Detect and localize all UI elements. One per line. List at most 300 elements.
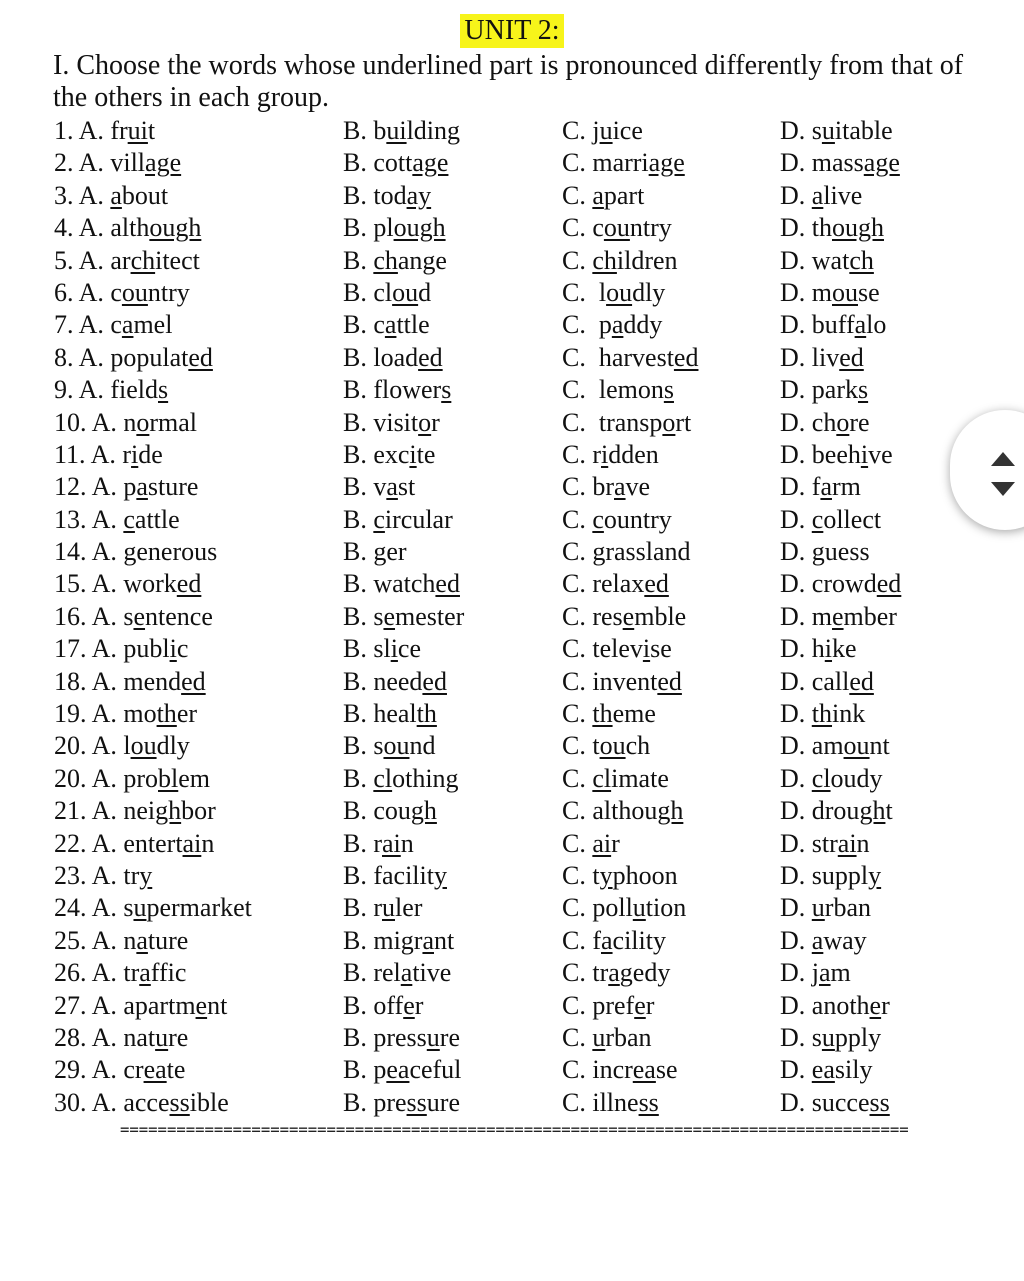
underlined-part: ch [130, 245, 156, 275]
option-text: B. s [343, 601, 384, 631]
option-d [780, 536, 870, 568]
underlined-part: ed [839, 342, 864, 372]
option-text: D. m [780, 277, 832, 307]
option-text: rm [831, 472, 861, 502]
underlined-part: ough [832, 213, 884, 243]
option-c [562, 860, 678, 892]
option-a [54, 568, 201, 600]
underlined-part: ea [632, 1055, 656, 1085]
question-number: 6. [54, 277, 79, 307]
option-text: ountry [603, 504, 672, 534]
option-text: D. drou [780, 796, 860, 826]
option-text: C. res [562, 601, 623, 631]
option-b [343, 1087, 460, 1119]
option-b [343, 795, 437, 827]
option-d [780, 957, 851, 989]
option-text: B. pl [343, 213, 394, 243]
question-number: 30. [54, 1087, 92, 1117]
option-a [54, 828, 214, 860]
option-d [780, 504, 881, 536]
option-text: te [416, 439, 436, 469]
option-text: A. nat [91, 1022, 156, 1052]
option-text: dden [608, 439, 659, 469]
unit-heading [0, 14, 1024, 48]
option-a [54, 763, 210, 795]
option-b [343, 309, 430, 341]
question-row [0, 504, 1024, 536]
option-text: C. t [562, 860, 600, 890]
underlined-part: ea [143, 1055, 167, 1085]
option-text: rban [824, 893, 871, 923]
option-text: A. mend [91, 666, 182, 696]
down-arrow-icon[interactable] [991, 482, 1015, 496]
option-text: bout [121, 180, 169, 210]
option-text: D. wat [780, 245, 850, 275]
question-number: 26. [54, 958, 92, 988]
option-text: n [201, 828, 215, 858]
option-d [780, 245, 874, 277]
option-a [54, 957, 186, 989]
underlined-part: ed [435, 569, 460, 599]
question-number: 29. [54, 1055, 92, 1085]
underlined-part: a [422, 925, 434, 955]
question-number: 25. [54, 925, 92, 955]
option-text: sily [834, 1055, 873, 1085]
underlined-part: y [868, 860, 882, 890]
question-number: 23. [54, 860, 92, 890]
underlined-part: ay [406, 180, 432, 210]
option-text: B. need [343, 666, 423, 696]
option-text: A. mo [91, 699, 157, 729]
underlined-part: ed [188, 342, 213, 372]
option-text: B. press [343, 1022, 427, 1052]
option-a [54, 147, 181, 179]
option-text: d [418, 277, 432, 307]
underlined-part: ed [876, 569, 902, 599]
option-text: nt [869, 731, 890, 761]
option-a [54, 990, 227, 1022]
option-text: C. br [562, 472, 614, 502]
option-text: A. apartm [91, 990, 196, 1020]
option-c [562, 1087, 659, 1119]
option-text: itable [834, 116, 893, 145]
option-a [54, 925, 188, 957]
option-d [780, 180, 862, 212]
option-text: B. off [343, 990, 404, 1020]
question-row [0, 439, 1024, 471]
question-row [0, 309, 1024, 341]
option-text: ice [612, 116, 643, 145]
option-d [780, 212, 884, 244]
option-b [343, 212, 446, 244]
option-text: pply [834, 1022, 882, 1052]
option-text: ntry [147, 277, 190, 307]
question-number: 11. [54, 439, 91, 469]
underlined-part: a [820, 472, 832, 502]
option-text: ke [832, 634, 857, 664]
option-b [343, 698, 437, 730]
option-b [343, 536, 407, 568]
question-row [0, 471, 1024, 503]
underlined-part: ed [673, 342, 699, 372]
underlined-part: u [632, 893, 646, 923]
underlined-part: age [863, 148, 900, 178]
option-a [54, 892, 252, 924]
underlined-part: e [622, 601, 635, 631]
option-c [562, 763, 669, 795]
option-c [562, 342, 698, 374]
option-text: D. crowd [780, 569, 877, 599]
option-text: em [178, 763, 211, 793]
underlined-part: ss [169, 1087, 190, 1117]
underlined-part: ss [406, 1087, 427, 1117]
underlined-part: e [133, 601, 146, 631]
underlined-part: u [592, 1022, 606, 1052]
question-number: 28. [54, 1022, 92, 1052]
option-text: D. [780, 180, 812, 210]
option-text: A. ar [78, 245, 131, 275]
underlined-part: a [601, 925, 613, 955]
option-d [780, 309, 886, 341]
option-text: A. p [91, 472, 137, 502]
option-text: ange [397, 245, 447, 275]
underlined-part: g [811, 537, 825, 567]
option-text: D. suppl [780, 860, 869, 890]
option-text: C. l [562, 277, 607, 307]
option-a [54, 536, 217, 568]
underlined-part: ough [149, 213, 202, 243]
option-d [780, 277, 880, 309]
option-text: nt [434, 925, 455, 955]
option-b [343, 180, 431, 212]
option-text: dly [156, 731, 190, 761]
underlined-part: a [811, 180, 824, 210]
underlined-part: ed [849, 666, 874, 696]
underlined-part: a [139, 958, 151, 988]
option-b [343, 925, 454, 957]
underlined-part: gh [657, 796, 684, 826]
option-a [54, 277, 190, 309]
option-c [562, 536, 691, 568]
underlined-part: o [418, 407, 432, 437]
underlined-part: ou [832, 277, 858, 307]
option-text: rassland [605, 537, 691, 567]
question-row [0, 374, 1024, 406]
option-a [54, 407, 197, 439]
option-text: B. r [343, 893, 382, 923]
option-a [54, 245, 200, 277]
option-text: re [849, 407, 870, 437]
option-d [780, 730, 890, 762]
underlined-part: a [400, 958, 413, 988]
option-text: B. [343, 537, 374, 567]
option-b [343, 763, 459, 795]
underlined-part: gh [155, 796, 182, 826]
option-text: D. [780, 504, 812, 534]
option-text: A. r [90, 439, 132, 469]
option-text: D. str [780, 828, 838, 858]
option-text: live [823, 180, 863, 210]
option-b [343, 957, 451, 989]
option-text: A. c [78, 277, 122, 307]
option-b [343, 568, 460, 600]
up-arrow-icon[interactable] [991, 452, 1015, 466]
question-row [0, 568, 1024, 600]
option-b [343, 407, 440, 439]
option-text: eme [612, 699, 656, 729]
underlined-part: g [123, 537, 137, 567]
option-a [54, 115, 155, 147]
underlined-part: y [433, 860, 447, 890]
option-text: ircular [384, 504, 453, 534]
underlined-part: a [592, 180, 604, 210]
option-a [54, 1087, 229, 1119]
question-number: 8. [54, 342, 79, 372]
option-text: B. [343, 763, 374, 793]
underlined-part: ch [592, 245, 617, 275]
option-text: C. lemon [562, 375, 664, 405]
option-text: enerous [136, 537, 218, 567]
underlined-part: a [608, 958, 620, 988]
option-a [54, 471, 198, 503]
option-text: part [603, 180, 645, 210]
option-b [343, 892, 422, 924]
question-number: 19. [54, 699, 92, 729]
option-text: c [176, 634, 189, 664]
underlined-part: a [614, 472, 626, 502]
option-text: D. beeh [780, 439, 861, 469]
option-text: C. [562, 828, 593, 858]
question-row [0, 730, 1024, 762]
option-a [54, 601, 213, 633]
underlined-part: a [611, 310, 624, 340]
option-text: t [147, 116, 156, 145]
question-number: 24. [54, 893, 92, 923]
underlined-part: g [373, 537, 387, 567]
option-b [343, 990, 423, 1022]
option-text: B. s [343, 731, 384, 761]
option-c [562, 407, 691, 439]
option-text: C. [562, 504, 593, 534]
underlined-part: ed [657, 666, 682, 696]
question-number: 20. [54, 763, 92, 793]
question-row [0, 212, 1024, 244]
option-text: A. [91, 504, 124, 534]
option-d [780, 925, 867, 957]
option-text: nt [207, 990, 228, 1020]
option-a [54, 666, 206, 698]
question-number: 12. [54, 472, 92, 502]
option-text: C. t [562, 731, 600, 761]
option-a [54, 1022, 188, 1054]
option-c [562, 892, 686, 924]
option-text: ve [625, 472, 651, 502]
option-b [343, 471, 415, 503]
option-c [562, 1054, 678, 1086]
option-text: C. althou [562, 796, 658, 826]
option-text: A. pro [91, 763, 159, 793]
underlined-part: o [662, 407, 676, 437]
underlined-part: u [821, 116, 835, 145]
underlined-part: s [158, 375, 169, 405]
option-text: attle [134, 504, 180, 534]
underlined-part: ai [382, 828, 401, 858]
option-text: A. nei [91, 796, 156, 826]
option-c [562, 828, 620, 860]
underlined-part: age [145, 148, 182, 178]
option-a [54, 795, 216, 827]
option-text: ture [147, 925, 189, 955]
option-c [562, 471, 650, 503]
option-text: r [414, 990, 424, 1020]
option-d [780, 990, 890, 1022]
option-text: B. visit [343, 407, 419, 437]
option-c [562, 568, 669, 600]
option-b [343, 342, 443, 374]
underlined-part: th [592, 699, 613, 729]
option-text: se [650, 634, 672, 664]
option-c [562, 245, 678, 277]
question-row [0, 666, 1024, 698]
question-number: 27. [54, 990, 92, 1020]
question-row [0, 763, 1024, 795]
option-d [780, 147, 900, 179]
option-d [780, 828, 870, 860]
option-c [562, 925, 666, 957]
option-text: permarket [146, 893, 252, 923]
option-text: mester [395, 601, 465, 631]
option-text: D. [780, 925, 812, 955]
underlined-part: i [824, 634, 833, 664]
option-d [780, 407, 870, 439]
option-text: D. liv [780, 342, 840, 372]
underlined-part: i [131, 439, 139, 469]
option-d [780, 1087, 890, 1119]
option-text: C. invent [562, 666, 658, 696]
underlined-part: th [811, 699, 833, 729]
underlined-part: ss [638, 1087, 659, 1117]
option-text: ntence [145, 601, 213, 631]
underlined-part: ui [386, 116, 407, 145]
option-text: A. entert [91, 828, 183, 858]
option-text: D. [780, 537, 812, 567]
option-text: A. cr [91, 1055, 144, 1085]
option-text: A. c [78, 310, 122, 340]
question-row [0, 147, 1024, 179]
option-text: C. poll [562, 893, 633, 923]
option-text: er [176, 699, 198, 729]
option-text: r [645, 990, 655, 1020]
underlined-part: ch [849, 245, 874, 275]
option-d [780, 666, 874, 698]
option-text: B. r [343, 828, 382, 858]
question-row [0, 990, 1024, 1022]
option-d [780, 342, 864, 374]
underlined-part: s [663, 375, 674, 405]
option-text: re [439, 1022, 460, 1052]
option-a [54, 860, 152, 892]
separator-line: ==================================================================================== [120, 1121, 909, 1139]
unit-title: UNIT 2: [460, 14, 563, 48]
option-text: A. s [91, 893, 134, 923]
underlined-part: a [386, 472, 398, 502]
question-number: 18. [54, 666, 92, 696]
underlined-part: ed [181, 666, 206, 696]
option-text: way [823, 925, 867, 955]
underlined-part: ou [130, 731, 157, 761]
option-c [562, 633, 672, 665]
option-text: D. f [780, 472, 821, 502]
option-b [343, 666, 447, 698]
underlined-part: u [382, 893, 395, 923]
question-row [0, 698, 1024, 730]
option-text: othing [392, 763, 459, 793]
option-b [343, 601, 464, 633]
option-text: C. f [562, 925, 601, 955]
option-c [562, 504, 672, 536]
option-text: se [655, 1055, 678, 1085]
option-text: C. r [562, 439, 601, 469]
option-d [780, 115, 893, 147]
option-text: D. s [780, 1022, 822, 1052]
option-text: A. tr [91, 958, 140, 988]
underlined-part: g [592, 537, 606, 567]
underlined-part: i [390, 634, 398, 664]
underlined-part: gh [859, 796, 886, 826]
option-text: se [858, 277, 880, 307]
underlined-part: ed [418, 342, 443, 372]
underlined-part: i [642, 634, 651, 664]
option-text: C. illne [562, 1087, 639, 1117]
option-text: n [400, 828, 414, 858]
option-text: sture [147, 472, 199, 502]
option-text: itect [155, 245, 200, 275]
option-text: D. [780, 763, 812, 793]
underlined-part: ou [392, 277, 419, 307]
option-text: A. n [91, 407, 137, 437]
underlined-part: c [811, 504, 824, 534]
underlined-part: a [819, 958, 831, 988]
option-c [562, 309, 662, 341]
option-text: B. exc [343, 439, 410, 469]
option-b [343, 147, 448, 179]
option-text: A. vill [78, 148, 146, 178]
option-text: D. [780, 1055, 812, 1085]
option-text: B. tod [343, 180, 407, 210]
question-row [0, 245, 1024, 277]
question-row [0, 180, 1024, 212]
option-text: er [386, 537, 407, 567]
option-c [562, 1022, 652, 1054]
option-text: lding [406, 116, 461, 145]
option-text: B. load [343, 342, 419, 372]
option-b [343, 374, 451, 406]
option-text: oudy [830, 763, 883, 793]
option-text: B. cl [343, 277, 393, 307]
option-text: imate [611, 763, 669, 793]
underlined-part: u [155, 1022, 169, 1052]
underlined-part: o [136, 407, 150, 437]
option-text: C. [562, 245, 593, 275]
option-text: mble [634, 601, 687, 631]
option-text: ible [189, 1087, 229, 1117]
underlined-part: ou [843, 731, 870, 761]
underlined-part: cl [592, 763, 612, 793]
underlined-part: i [601, 439, 609, 469]
option-d [780, 698, 865, 730]
underlined-part: u [426, 1022, 440, 1052]
option-text: B. p [343, 1055, 387, 1085]
